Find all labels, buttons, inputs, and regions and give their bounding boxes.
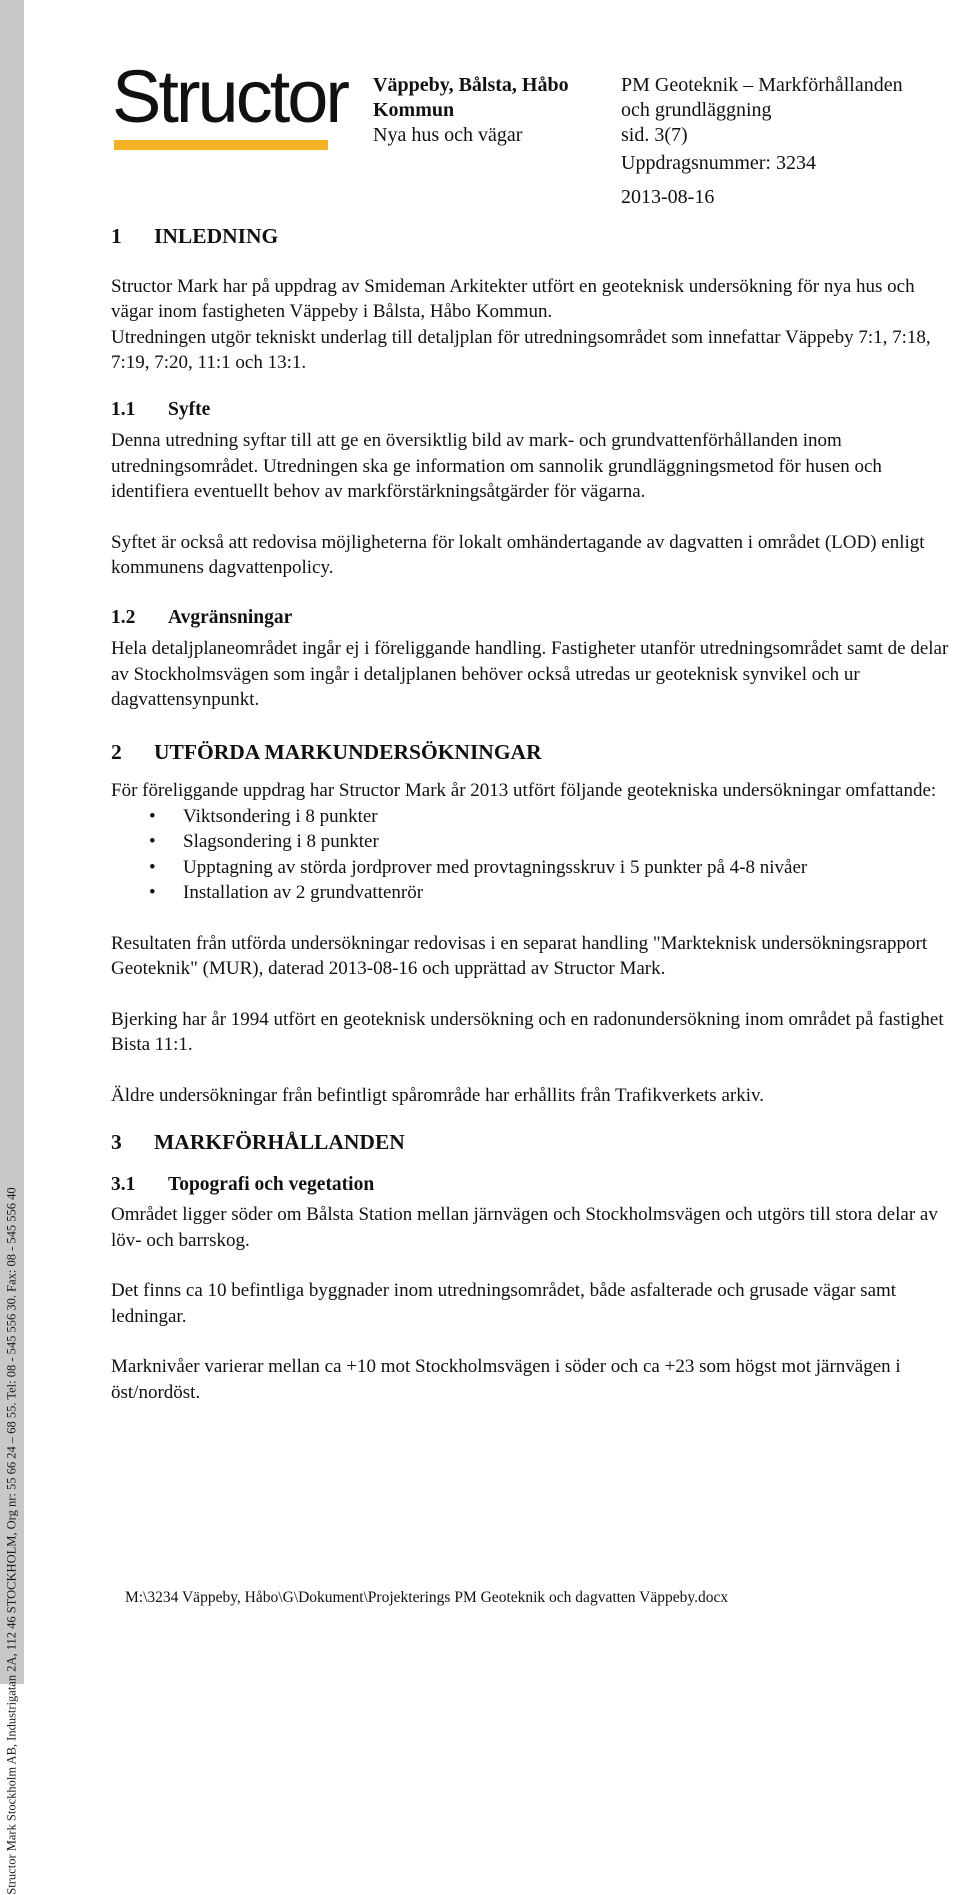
paragraph: Äldre undersökningar från befintligt spårområde har erhållits från Trafikverkets arkiv. — [111, 1084, 765, 1106]
list-item: • Viktsondering i 8 punkter — [111, 804, 960, 830]
paragraph: Syftet är också att redovisa möjligheterna för lokalt omhändertagande av dagvatten i området (LOD) enligt kommunens dagvattenpolicy. — [111, 531, 925, 578]
list-item: • Slagsondering i 8 punkter — [111, 829, 960, 855]
section-number: 1 — [111, 224, 122, 248]
company-sidebar — [0, 0, 24, 1895]
document-date: 2013-08-16 — [621, 186, 715, 208]
list-item: • Installation av 2 grundvattenrör — [111, 880, 960, 906]
section-title: INLEDNING — [154, 224, 279, 248]
paragraph: Det finns ca 10 befintliga byggnader inom utredningsområdet, både asfalterade och grusade vägar samt ledningar. — [111, 1280, 897, 1327]
section-number: 2 — [111, 739, 122, 764]
section-title: Avgränsningar — [168, 606, 293, 628]
paragraph: Denna utredning syftar till att ge en översiktlig bild av mark- och grundvattenförhållanden inom utredningsområdet. Utredningen ska ge information om sannolik grundläggningsmetod för husen och identifiera eventuellt behov av markförstärkningsåtgärder för vägarna. — [111, 430, 882, 502]
assignment-number: Uppdragsnummer: 3234 — [621, 152, 816, 174]
section-2-heading — [111, 740, 960, 766]
section-3-1-heading — [111, 1172, 960, 1198]
paragraph: Utredningen utgör tekniskt underlag till detaljplan för utredningsområdet som innefattar Väppeby 7:1, 7:18, 7:19, 7:20, 11:1 och 13:1. — [111, 326, 931, 373]
section-3-heading — [111, 1130, 960, 1156]
project-title-line1: Väppeby, Bålsta, Håbo — [373, 74, 569, 96]
survey-list — [111, 804, 960, 906]
structor-logo — [112, 55, 348, 150]
header-document — [621, 73, 941, 148]
section-title: Topografi och vegetation — [168, 1173, 375, 1195]
paragraph: Resultaten från utförda undersökningar redovisas i en separat handling "Markteknisk undersökningsrapport Geoteknik" (MUR), daterad 2013-08-16 och upprättad av Structor Mark. — [111, 932, 928, 979]
paragraph: För föreliggande uppdrag har Structor Mark år 2013 utfört följande geotekniska undersökningar omfattande: — [111, 780, 937, 801]
project-title-line2: Kommun — [373, 99, 455, 121]
section-title: UTFÖRDA MARKUNDERSÖKNINGAR — [154, 739, 542, 764]
paragraph: Bjerking har år 1994 utfört en geoteknisk undersökning och en radonundersökning inom området på fastighet Bista 11:1. — [111, 1008, 944, 1055]
paragraph: Structor Mark har på uppdrag av Smideman Arkitekter utfört en geoteknisk undersökning för nya hus och vägar inom fastigheten Väppeby i Bålsta, Håbo Kommun. — [111, 275, 915, 322]
footer-file-path: M:\3234 Väppeby, Håbo\G\Dokument\Projekterings PM Geoteknik och dagvatten Väppeby.docx — [125, 1589, 729, 1606]
section-1-2-heading — [111, 605, 960, 631]
section-number: 3.1 — [111, 1173, 136, 1195]
page-number: sid. 3(7) — [621, 124, 688, 146]
header-project — [373, 73, 603, 148]
paragraph: Hela detaljplaneområdet ingår ej i föreliggande handling. Fastigheter utanför utredningsområdet samt de delar av Stockholmsvägen som ingår i detaljplanen behöver också utredas ur geoteknisk synvikel och ur dagvattensynpunkt. — [111, 638, 949, 710]
section-1-1-heading — [111, 397, 960, 423]
section-title: MARKFÖRHÅLLANDEN — [154, 1130, 405, 1154]
paragraph: Marknivåer varierar mellan ca +10 mot Stockholmsvägen i söder och ca +23 som högst mot järnvägen i öst/nordöst. — [111, 1356, 901, 1403]
logo-wordmark: Structor — [112, 55, 348, 138]
doc-title-line2: och grundläggning — [621, 99, 772, 121]
company-info-text: Structor Mark Stockholm AB, Industrigatan 2A, 112 46 STOCKHOLM, Org nr: 55 66 24 – 68 55. Tel: 08 - 545 556 30. Fax: 08 - 545 556 40 — [4, 1187, 19, 1895]
paragraph: Området ligger söder om Bålsta Station mellan järnvägen och Stockholmsvägen och utgörs till stora delar av löv- och barrskog. — [111, 1204, 938, 1251]
doc-title-line1: PM Geoteknik – Markförhållanden — [621, 74, 903, 96]
section-number: 1.1 — [111, 398, 136, 420]
logo-accent-bar — [114, 140, 328, 150]
list-item: • Upptagning av störda jordprover med provtagningsskruv i 5 punkter på 4-8 nivåer — [111, 855, 960, 881]
project-subtitle: Nya hus och vägar — [373, 124, 523, 146]
section-1-heading — [111, 224, 960, 250]
section-title: Syfte — [168, 398, 211, 420]
section-number: 3 — [111, 1130, 122, 1154]
document-body — [111, 224, 960, 1405]
section-number: 1.2 — [111, 606, 136, 628]
